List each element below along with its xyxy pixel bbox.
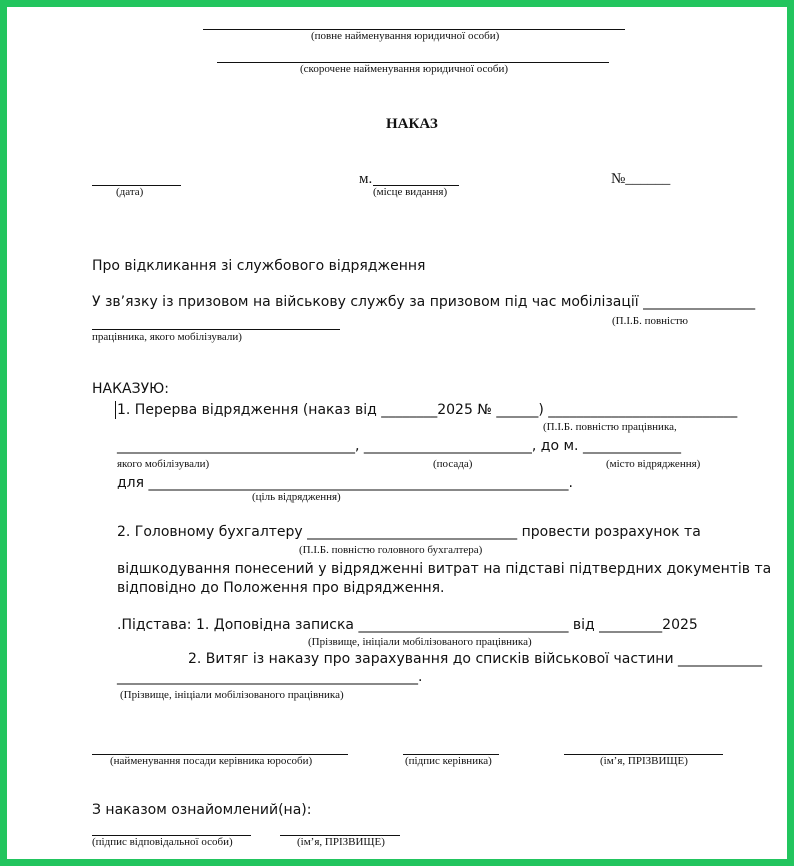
- ack-name-caption: (ім’я, ПРІЗВИЩЕ): [297, 836, 385, 848]
- place-caption: (місце видання): [373, 186, 448, 198]
- basis-line2: 2. Витяг із наказу про зарахування до списків військової частини ____________: [188, 651, 763, 667]
- text-cursor: [115, 401, 116, 419]
- basis-caption2: (Прізвище, ініціали мобілізованого працівника): [120, 689, 344, 701]
- item1-line1: 1. Перерва відрядження (наказ від ________2025 № ______) ___________________________: [117, 402, 738, 418]
- item2-line1: 2. Головному бухгалтеру ______________________________ провести розрахунок та: [117, 524, 701, 540]
- preamble-name-line: [92, 329, 340, 330]
- basis-line1: .Підстава: 1. Доповідна записка ______________________________ від _________2025: [117, 617, 698, 633]
- position-caption: (найменування посади керівника юрособи): [110, 755, 313, 767]
- acknowledgement-heading: З наказом ознайомлений(на):: [92, 802, 312, 818]
- item2-line2: відшкодування понесений у відрядженні витрат на підставі підтвердних документів та: [117, 561, 772, 577]
- item1-caption-pib: (П.І.Б. повністю працівника,: [543, 421, 677, 433]
- preamble-caption-right: (П.І.Б. повністю: [612, 315, 689, 327]
- order-heading: НАКАЗУЮ:: [92, 381, 169, 397]
- item1-line2: __________________________________, ________________________, до м. ______________: [117, 438, 681, 454]
- basis-line3: ___________________________________________.: [117, 669, 423, 685]
- date-caption: (дата): [116, 186, 144, 198]
- item2-caption: (П.І.Б. повністю головного бухгалтера): [299, 544, 483, 556]
- ack-signature-caption: (підпис відповідальної особи): [92, 836, 233, 848]
- order-number-label: №______: [611, 171, 671, 187]
- name-caption: (ім’я, ПРІЗВИЩЕ): [600, 755, 688, 767]
- item1-caption-place: (місто відрядження): [606, 458, 701, 470]
- item1-caption-position: (посада): [433, 458, 473, 470]
- preamble-caption-left: працівника, якого мобілізували): [92, 331, 242, 343]
- order-subject: Про відкликання зі службового відрядження: [92, 258, 426, 274]
- full-name-caption: (повне найменування юридичної особи): [311, 30, 500, 42]
- preamble-text: У зв’язку із призовом на військову службу за призовом під час мобілізації ________________: [92, 294, 756, 310]
- basis-caption1: (Прізвище, ініціали мобілізованого працівника): [308, 636, 532, 648]
- item1-caption-purpose: (ціль відрядження): [252, 491, 341, 503]
- item1-caption-mobilized: якого мобілізували): [117, 458, 210, 470]
- short-name-caption: (скорочене найменування юридичної особи): [300, 63, 508, 75]
- item1-line3: для ____________________________________________________________.: [117, 475, 573, 491]
- place-prefix: м.: [359, 171, 373, 187]
- signature-caption: (підпис керівника): [405, 755, 492, 767]
- item2-line3: відповідно до Положення про відрядження.: [117, 580, 445, 596]
- page-title: НАКАЗ: [386, 116, 438, 132]
